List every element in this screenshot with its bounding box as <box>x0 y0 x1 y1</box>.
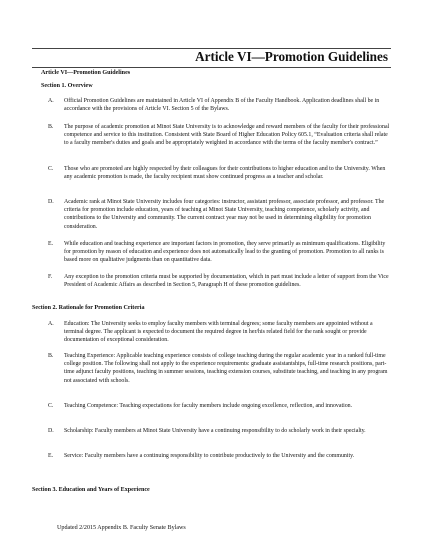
section-2-item-a <box>48 320 390 345</box>
article-subtitle: Article VI—Promotion Guidelines <box>41 70 131 76</box>
section-2-item-b <box>48 352 390 385</box>
item-text: Official Promotion Guidelines are maintained in Article VI of Appendix B of the Faculty Handbook. Application deadlines shall be in accordance with the provisions of Article VI. Section 5 of the Bylaws. <box>64 98 380 113</box>
item-letter: C. <box>48 166 54 172</box>
section-1-item-f <box>48 273 390 289</box>
section-2-item-d <box>48 427 390 435</box>
item-letter: D. <box>48 428 54 434</box>
item-letter: D. <box>48 199 54 205</box>
item-letter: E. <box>48 453 54 459</box>
section-2-heading: Section 2. Rationale for Promotion Criteria <box>32 305 145 311</box>
section-2-item-c <box>48 402 390 410</box>
item-text: Service: Faculty members have a continuing responsibility to contribute productively to the University and the community. <box>64 453 355 459</box>
item-text: Education: The University seeks to employ faculty members with terminal degrees; some faculty members are appointed without a terminal degree. The applicant is expected to document the required degree in her/his related field for the rank sought or provide documentation of exceptional consideration. <box>64 321 373 344</box>
item-letter: B. <box>48 124 54 130</box>
section-1-item-b <box>48 123 390 148</box>
item-text: Teaching Experience: Applicable teaching experience consists of college teaching during the regular academic year in a ranked full-time college position. The following shall not apply to the experience requirements: graduate assistantships, full-time research positions, part-time adjunct faculty positions, teaching in summer sessions, teaching extension courses, substitute teaching, and teaching in any program not associated with schools. <box>64 353 388 384</box>
section-1-item-a <box>48 97 390 113</box>
header-bottom-rule <box>32 67 391 68</box>
section-1-item-c <box>48 165 390 181</box>
item-text: Academic rank at Minot State University includes four categories: instructor, assistant professor, associate professor, and professor. The criteria for promotion include education, years of teaching at Minot State University, teaching competence, scholarly activity, and contributions to the University and community. The current contract year may not be used in determining eligibility for promotion consideration. <box>64 199 385 230</box>
item-letter: B. <box>48 353 54 359</box>
section-1-item-e <box>48 240 390 265</box>
item-letter: F. <box>48 274 53 280</box>
item-letter: E. <box>48 241 54 247</box>
article-title: Article VI—Promotion Guidelines <box>195 49 388 64</box>
item-text: Scholarship: Faculty members at Minot State University have a continuing responsibility to do scholarly work in their specialty. <box>64 428 366 434</box>
section-1-item-d <box>48 198 390 231</box>
item-text: While education and teaching experience are important factors in promotion, they serve primarily as minimum qualifications. Eligibility for promotion by reason of education and experience does not automatically lead to the granting of promotion. Promotion to all ranks is based more on qualitative judgments than on quantitative data. <box>64 241 386 264</box>
section-2-item-e <box>48 452 390 460</box>
item-letter: A. <box>48 321 54 327</box>
item-text: Teaching Competence: Teaching expectations for faculty members include ongoing excellence, reflection, and innovation. <box>64 403 353 409</box>
item-text: Those who are promoted are highly respected by their colleagues for their contributions to higher education and to the University. When any academic promotion is made, the faculty recipient must show continued progress as a teacher and scholar. <box>64 166 386 181</box>
item-text: Any exception to the promotion criteria must be supported by documentation, which in part must include a letter of support from the Vice President of Academic Affairs as described in Section 5, Paragraph H of these promotion guidelines. <box>64 274 389 289</box>
item-text: The purpose of academic promotion at Minot State University is to acknowledge and reward members of the faculty for their professional competence and service to this institution. Consistent with State Board of Higher Education Policy 605.1, “Evaluation criteria shall relate to a faculty member's duties and goals and be appropriately weighted in accordance with the terms of the faculty member's contract.” <box>64 124 390 147</box>
page-footer: Updated 2/2015 Appendix B. Faculty Senate Bylaws <box>57 525 186 531</box>
item-letter: C. <box>48 403 54 409</box>
section-3-heading: Section 3. Education and Years of Experience <box>32 487 150 493</box>
section-1-heading: Section 1. Overview <box>41 83 93 89</box>
item-letter: A. <box>48 98 54 104</box>
